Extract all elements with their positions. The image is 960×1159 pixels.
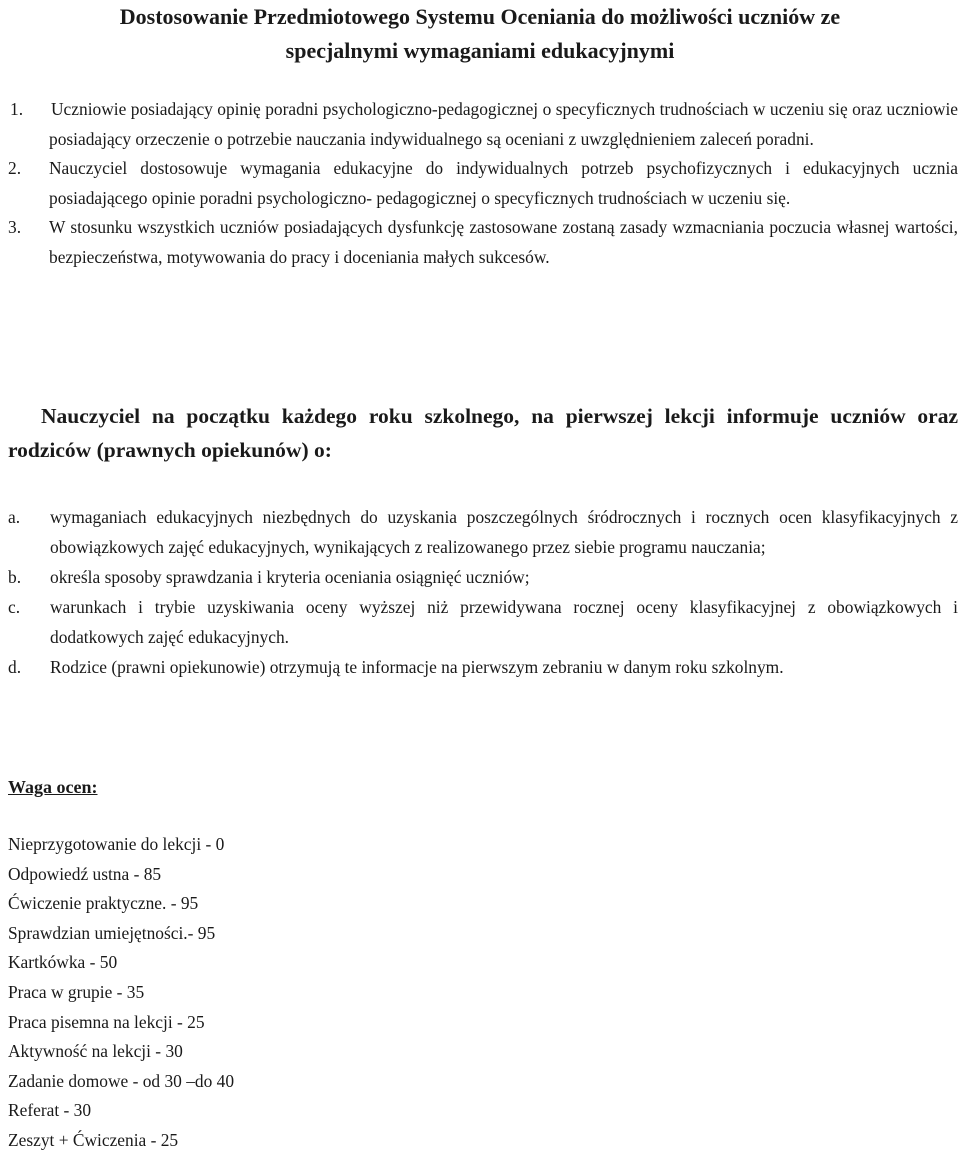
info-item: [8, 562, 958, 592]
info-letter: c.: [8, 597, 21, 617]
info-letter: a.: [8, 507, 21, 527]
weights-list: [8, 830, 234, 1156]
weight-item: Zadanie domowe - od 30 –do 40: [8, 1070, 235, 1091]
weight-item: Nieprzygotowanie do lekcji - 0: [8, 834, 225, 854]
info-text: Rodzice (prawni opiekunowie) otrzymują te informacje na pierwszym zebraniu w danym roku szkolnym.: [50, 657, 784, 677]
rule-item: [8, 154, 958, 213]
info-item: [8, 652, 958, 682]
weight-item: Sprawdzian umiejętności.- 95: [8, 922, 216, 943]
info-heading: Nauczyciel na początku każdego roku szkolnego, na pierwszej lekcji informuje uczniów oraz rodziców (prawnych opiekunów) o:: [8, 404, 958, 462]
weights-title: Waga ocen:: [8, 777, 98, 797]
rule-text: Uczniowie posiadający opinię poradni psychologiczno-pedagogicznej o specyficznych trudnościach w uczeniu się oraz uczniowie posiadający orzeczenie o potrzebie nauczania indywidualnego są oceniani z uwzględnieniem zaleceń poradni.: [49, 99, 958, 149]
rule-number: 1.: [10, 99, 24, 119]
document-title: [50, 0, 910, 68]
weight-item: Kartkówka - 50: [8, 952, 118, 973]
info-text: wymaganiach edukacyjnych niezbędnych do uzyskania poszczególnych śródrocznych i rocznych ocen klasyfikacyjnych z obowiązkowych zajęć edukacyjnych, wynikających z realizowanego przez siebie programu nauczania;: [50, 507, 958, 557]
rule-item: [8, 95, 958, 154]
info-item: [8, 592, 958, 652]
weight-item: Praca w grupie - 35: [8, 981, 145, 1002]
rule-number: 3.: [8, 217, 22, 237]
weight-item: Praca pisemna na lekcji - 25: [8, 1011, 205, 1032]
info-letter: b.: [8, 567, 22, 587]
weight-item: Zeszyt + Ćwiczenia - 25: [8, 1129, 179, 1150]
weight-item: Aktywność na lekcji - 30: [8, 1041, 183, 1062]
info-letter: d.: [8, 657, 22, 677]
weight-item: Ćwiczenie praktyczne. - 95: [8, 893, 199, 914]
rules-list: [8, 95, 958, 272]
info-item: [8, 502, 958, 562]
weight-item: Referat - 30: [8, 1100, 92, 1121]
title-line-1: Dostosowanie Przedmiotowego Systemu Oceniania do możliwości uczniów ze: [119, 4, 841, 29]
info-text: określa sposoby sprawdzania i kryteria oceniania osiągnięć uczniów;: [50, 567, 530, 587]
rule-text: W stosunku wszystkich uczniów posiadających dysfunkcję zastosowane zostaną zasady wzmacniania poczucia własnej wartości, bezpieczeństwa, motywowania do pracy i doceniania małych sukcesów.: [49, 217, 958, 267]
info-text: warunkach i trybie uzyskiwania oceny wyższej niż przewidywana rocznej oceny klasyfikacyjnej z obowiązkowych i dodatkowych zajęć edukacyjnych.: [50, 597, 958, 647]
info-list: [8, 502, 958, 682]
title-line-2: specjalnymi wymaganiami edukacyjnymi: [285, 38, 675, 63]
rule-number: 2.: [8, 158, 22, 178]
rule-text: Nauczyciel dostosowuje wymagania edukacyjne do indywidualnych potrzeb psychofizycznych i edukacyjnych ucznia posiadającego opinie poradni psychologiczno- pedagogicznej o specyficznych trudnościach w uczeniu się.: [49, 158, 958, 208]
rule-item: [8, 213, 958, 272]
weight-item: Odpowiedź ustna - 85: [8, 863, 162, 884]
